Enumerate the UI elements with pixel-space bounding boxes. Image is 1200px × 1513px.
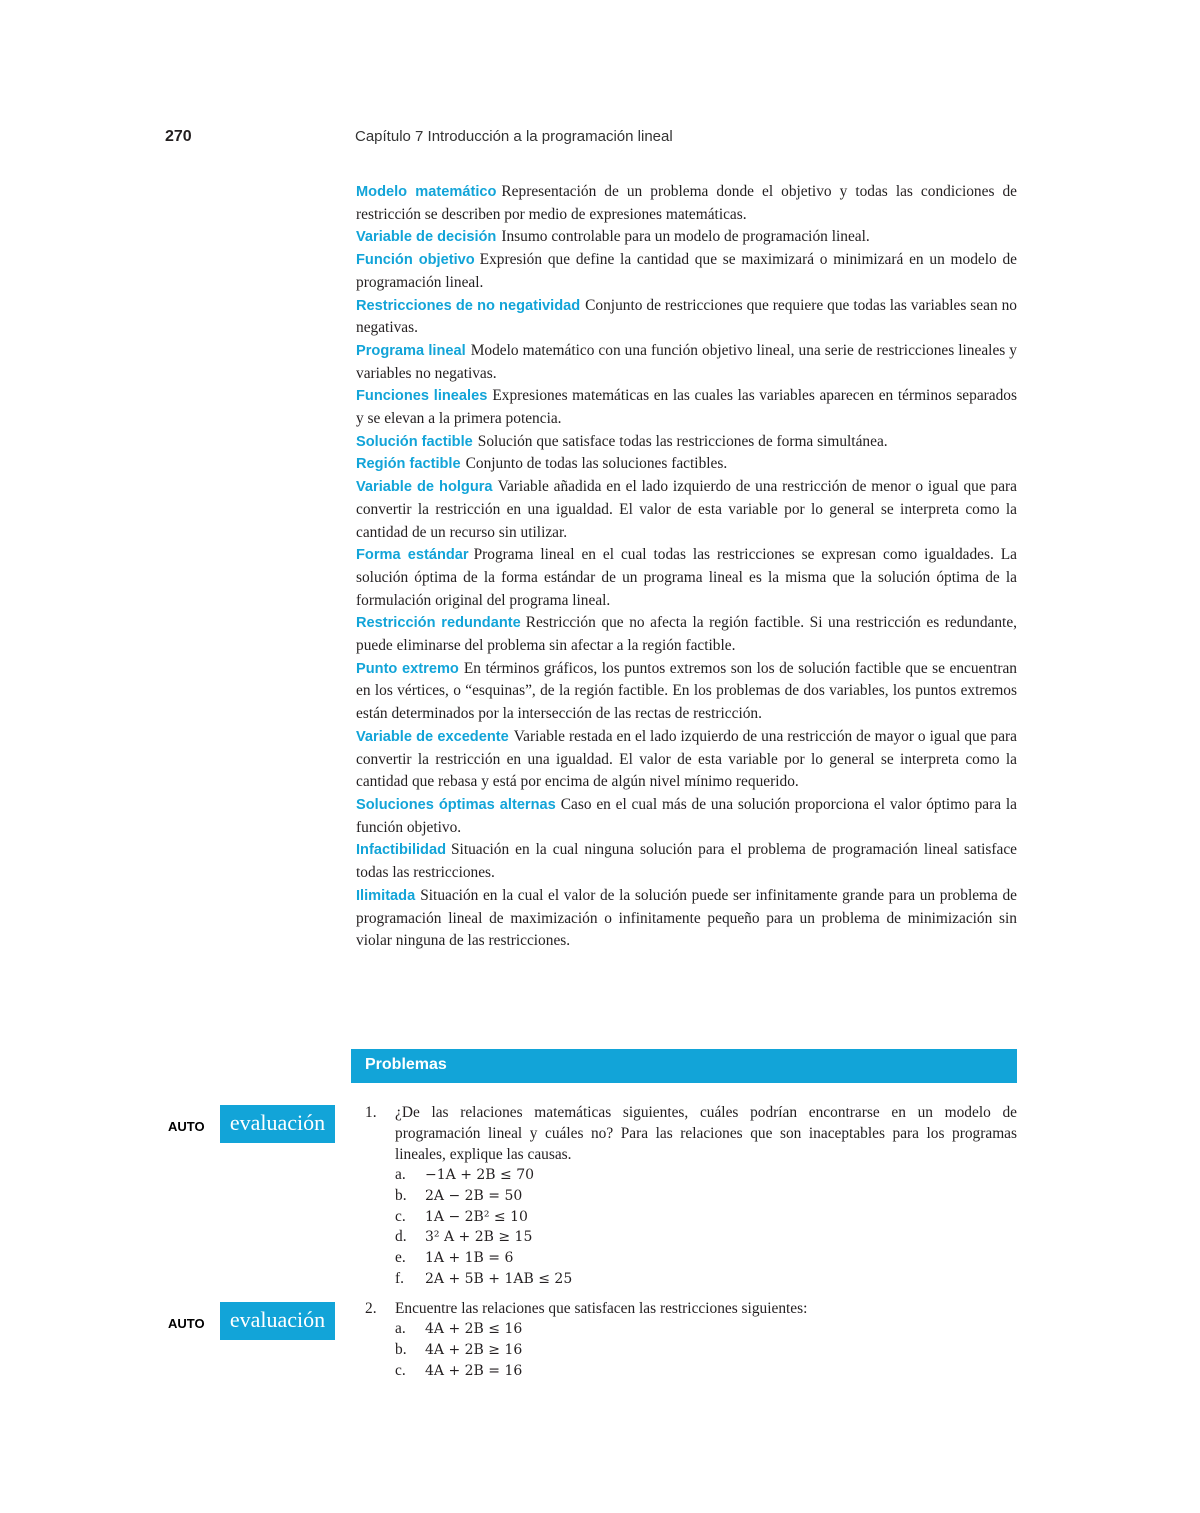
- option-expression: 3² A + 2B ≥ 15: [425, 1229, 533, 1246]
- glossary-entry: [356, 431, 1017, 454]
- glossary-entry: [356, 726, 1017, 794]
- glossary-term: Función objetivo: [356, 252, 475, 269]
- glossary-term: Ilimitada: [356, 887, 416, 904]
- glossary-term: Solución factible: [356, 433, 473, 450]
- option-item: [395, 1340, 1017, 1361]
- glossary-definition: Programa lineal en el cual todas las restricciones se expresan como igualdades. La solución óptima de la forma estándar de un programa lineal es la misma que la solución óptima de la formulación original del programa lineal.: [356, 546, 1017, 609]
- glossary-definition: Conjunto de restricciones que requiere que todas las variables sean no negativas.: [356, 296, 1017, 337]
- problem-options: [395, 1165, 1017, 1290]
- glossary-entry: [356, 453, 1017, 476]
- option-item: [395, 1165, 1017, 1186]
- glossary-term: Restricción redundante: [356, 615, 521, 632]
- badge-auto-label: AUTO: [168, 1316, 205, 1331]
- option-letter: e.: [395, 1249, 406, 1267]
- glossary-entry: [356, 544, 1017, 612]
- option-expression: 1A + 1B = 6: [425, 1250, 514, 1267]
- option-expression: 2A − 2B = 50: [425, 1187, 523, 1204]
- option-letter: b.: [395, 1186, 407, 1204]
- glossary-entry: [356, 612, 1017, 657]
- glossary-definition: En términos gráficos, los puntos extremos son los de solución factible que se encuentran en los vértices, o “esquinas”, de la región factible. En los problemas de dos variables, los puntos extremos están determinados por la intersección de las rectas de restricción.: [356, 659, 1018, 723]
- glossary-term: Variable de holgura: [356, 479, 493, 496]
- badge-evaluacion-label: evaluación: [220, 1105, 335, 1143]
- glossary-entry: [356, 181, 1017, 226]
- badge-evaluacion-label: evaluación: [220, 1302, 335, 1340]
- glossary-term: Funciones lineales: [356, 388, 488, 405]
- option-letter: b.: [395, 1340, 407, 1358]
- glossary-term: Infactibilidad: [356, 842, 446, 859]
- option-item: [395, 1361, 1017, 1382]
- glossary-term: Modelo matemático: [356, 184, 497, 200]
- glossary-entry: [356, 839, 1017, 884]
- glossary-entry: [356, 476, 1017, 544]
- glossary-definition: Variable restada en el lado izquierdo de una restricción de mayor o igual que para convertir la restricción en una igualdad. El valor de esta variable por lo general se interpreta como la cantidad que rebasa y está por encima de algún nivel mínimo requerido.: [356, 727, 1017, 791]
- option-expression: 4A + 2B ≥ 16: [425, 1341, 523, 1358]
- option-item: [395, 1186, 1017, 1207]
- problem-text: ¿De las relaciones matemáticas siguientes, cuáles podrían encontrarse en un modelo de programación lineal y cuáles no? Para las relaciones que son inaceptables para los programas lineales, explique las causas.: [395, 1104, 1017, 1163]
- option-expression: −1A + 2B ≤ 70: [425, 1167, 535, 1183]
- option-item: [395, 1207, 1017, 1228]
- glossary-entry: [356, 794, 1017, 839]
- page-number: 270: [165, 128, 192, 145]
- glossary-term: Soluciones óptimas alternas: [356, 796, 556, 813]
- running-header: Capítulo 7 Introducción a la programación lineal: [355, 128, 673, 145]
- glossary-definition: Modelo matemático con una función objetivo lineal, una serie de restricciones lineales y variables no negativas.: [356, 341, 1017, 382]
- problem-number: 1.: [365, 1104, 377, 1121]
- glossary-definition: Conjunto de todas las soluciones factibles.: [465, 455, 728, 473]
- option-letter: c.: [395, 1207, 406, 1225]
- glossary-term: Variable de decisión: [356, 229, 497, 246]
- option-letter: d.: [395, 1228, 407, 1246]
- option-expression: 1A − 2B² ≤ 10: [425, 1208, 528, 1225]
- badge-auto-label: AUTO: [168, 1119, 205, 1134]
- glossary-definition: Expresiones matemáticas en las cuales las variables aparecen en términos separados y se elevan a la primera potencia.: [356, 387, 1017, 428]
- option-expression: 4A + 2B ≤ 16: [425, 1321, 523, 1337]
- glossary-entry: [356, 295, 1017, 340]
- problem-item: [365, 1102, 1017, 1290]
- glossary-definition: Expresión que define la cantidad que se maximizará o minimizará en un modelo de programación lineal.: [356, 251, 1017, 291]
- glossary-definition: Restricción que no afecta la región factible. Si una restricción es redundante, puede eliminarse del problema sin afectar a la región factible.: [356, 614, 1018, 655]
- option-item: [395, 1269, 1017, 1290]
- problems-section-header: [351, 1049, 1017, 1083]
- glossary-entry: [356, 658, 1017, 726]
- glossary-definition: Variable añadida en el lado izquierdo de una restricción de menor o igual que para convertir la restricción en una igualdad. El valor de esta variable por lo general se interpreta como la cantidad de un recurso sin utilizar.: [356, 478, 1017, 541]
- section-title: Problemas: [365, 1056, 447, 1073]
- option-letter: f.: [395, 1269, 404, 1287]
- option-expression: 2A + 5B + 1AB ≤ 25: [425, 1270, 573, 1287]
- glossary-term: Forma estándar: [356, 547, 469, 564]
- problem-text: Encuentre las relaciones que satisfacen las restricciones siguientes:: [395, 1300, 808, 1317]
- glossary-term: Programa lineal: [356, 342, 466, 359]
- problem-item: [365, 1298, 1017, 1381]
- glossary-entry: [356, 249, 1017, 294]
- glossary-term: Punto extremo: [356, 660, 459, 677]
- glossary-term: Restricciones de no negatividad: [356, 297, 581, 314]
- glossary-entry: [356, 885, 1017, 953]
- problem-options: [395, 1319, 1017, 1381]
- glossary-entry: [356, 226, 1017, 249]
- option-letter: a.: [395, 1320, 406, 1337]
- option-item: [395, 1248, 1017, 1269]
- problem-number: 2.: [365, 1300, 377, 1317]
- option-letter: a.: [395, 1166, 406, 1183]
- glossary-definition: Insumo controlable para un modelo de programación lineal.: [501, 228, 870, 246]
- glossary-definition: Situación en la cual ninguna solución para el problema de programación lineal satisface todas las restricciones.: [356, 841, 1017, 882]
- glossary-definition: Situación en la cual el valor de la solución puede ser infinitamente grande para un problema de programación lineal de maximización o infinitamente pequeño para un problema de minimización sin violar ninguna de las restricciones.: [356, 886, 1017, 950]
- glossary-entry: [356, 385, 1017, 430]
- glossary: [356, 181, 1017, 953]
- option-expression: 4A + 2B = 16: [425, 1362, 523, 1379]
- option-letter: c.: [395, 1361, 406, 1379]
- glossary-entry: [356, 340, 1017, 385]
- glossary-term: Región factible: [356, 456, 461, 473]
- glossary-term: Variable de excedente: [356, 728, 509, 745]
- glossary-definition: Caso en el cual más de una solución proporciona el valor óptimo para la función objetivo.: [356, 795, 1017, 836]
- option-item: [395, 1319, 1017, 1340]
- glossary-definition: Representación de un problema donde el objetivo y todas las condiciones de restricción se describen por medio de expresiones matemáticas.: [356, 183, 1017, 223]
- glossary-definition: Solución que satisface todas las restricciones de forma simultánea.: [477, 432, 888, 450]
- option-item: [395, 1227, 1017, 1248]
